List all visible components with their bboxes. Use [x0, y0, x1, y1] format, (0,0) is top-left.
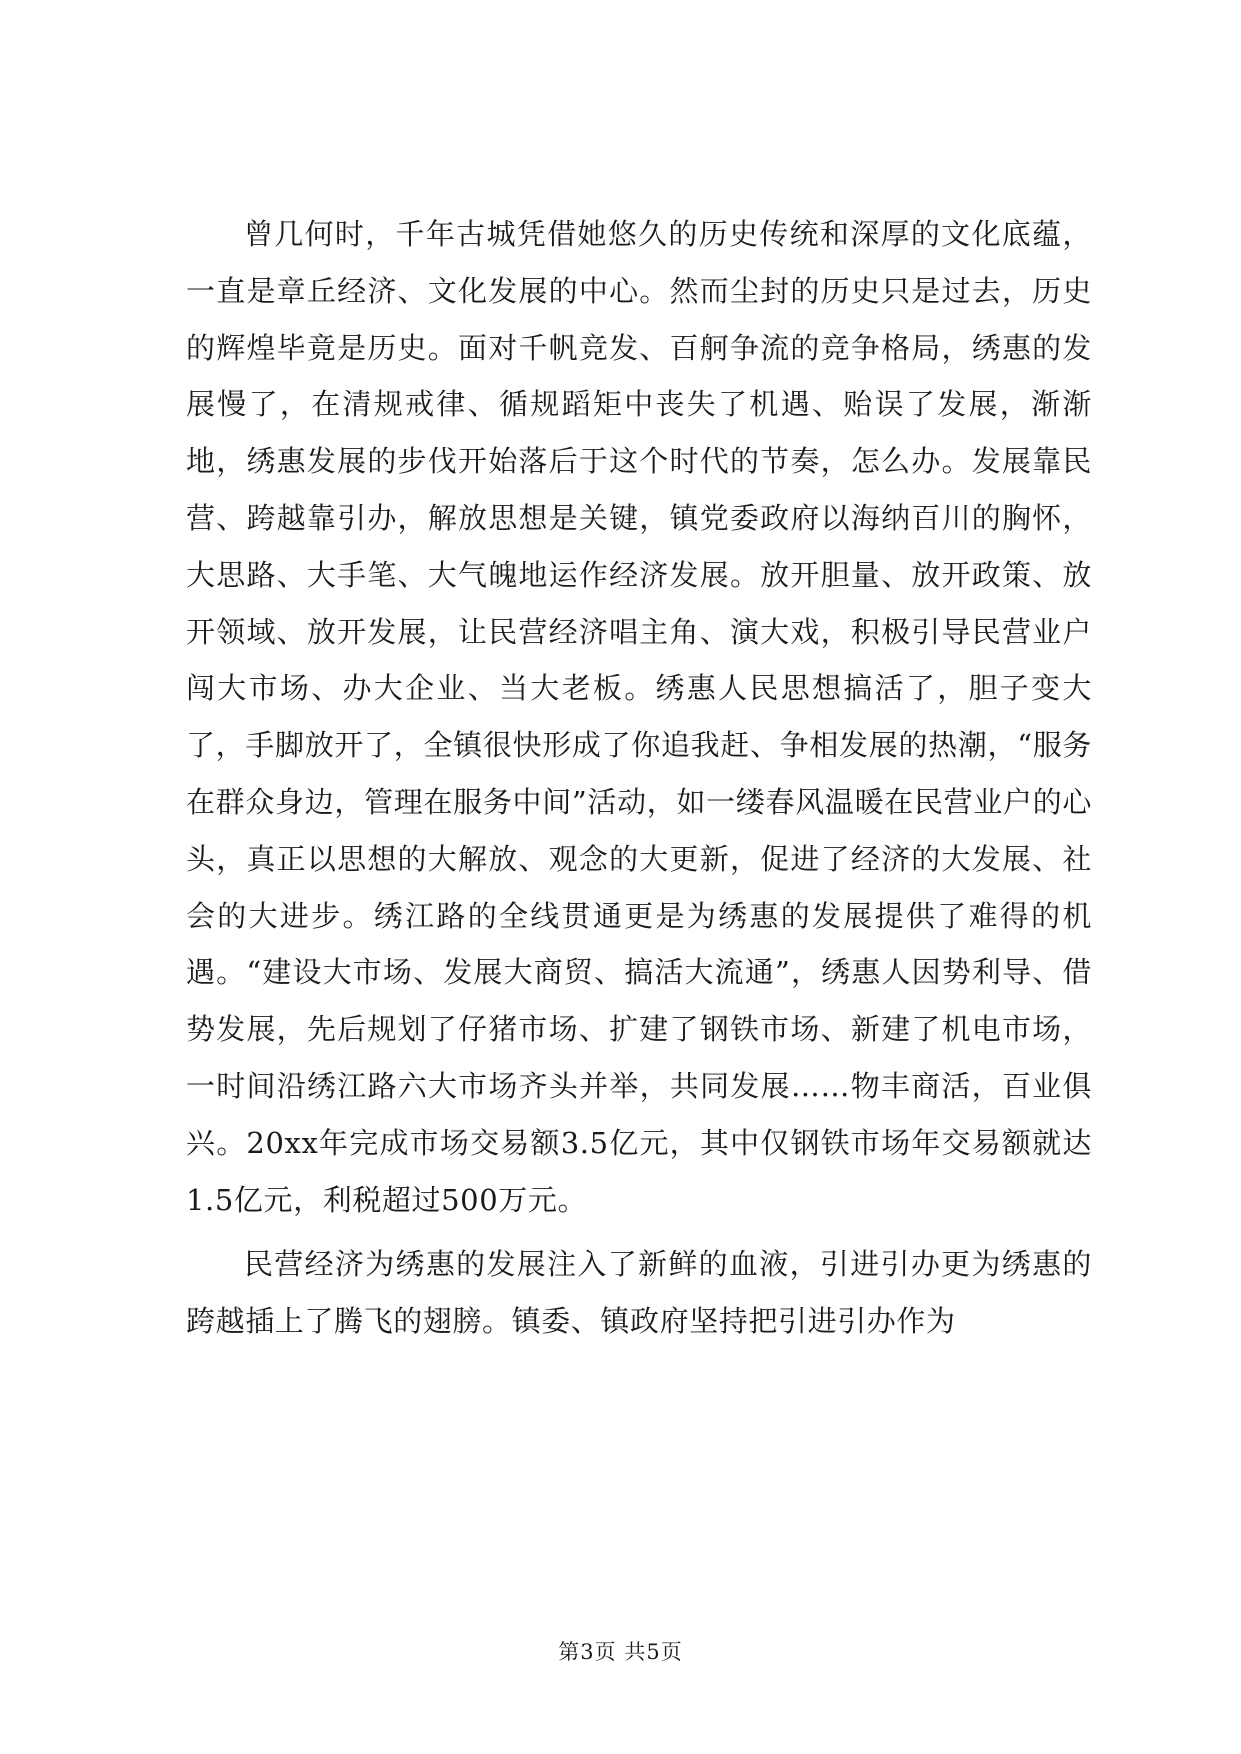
document-body — [186, 206, 1092, 1350]
page-footer: 第3页 共5页 — [558, 1640, 683, 1664]
paragraph-2: 民营经济为绣惠的发展注入了新鲜的血液，引进引办更为绣惠的跨越插上了腾飞的翅膀。镇委、镇政府坚持把引进引办作为 — [186, 1247, 1092, 1339]
paragraph-1: 曾几何时，千年古城凭借她悠久的历史传统和深厚的文化底蕴，一直是章丘经济、文化发展的中心。然而尘封的历史只是过去，历史的辉煌毕竟是历史。面对千帆竞发、百舸争流的竞争格局，绣惠的发展慢了，在清规戒律、循规蹈矩中丧失了机遇、贻误了发展，渐渐地，绣惠发展的步伐开始落后于这个时代的节奏，怎么办。发展靠民营、跨越靠引办，解放思想是关键，镇党委政府以海纳百川的胸怀，大思路、大手笔、大气魄地运作经济发展。放开胆量、放开政策、放开领域、放开发展，让民营经济唱主角、演大戏，积极引导民营业户闯大市场、办大企业、当大老板。绣惠人民思想搞活了，胆子变大了，手脚放开了，全镇很快形成了你追我赶、争相发展的热潮，“服务在群众身边，管理在服务中间”活动，如一缕春风温暖在民营业户的心头，真正以思想的大解放、观念的大更新，促进了经济的大发展、社会的大进步。绣江路的全线贯通更是为绣惠的发展提供了难得的机遇。“建设大市场、发展大商贸、搞活大流通”，绣惠人因势利导、借势发展，先后规划了仔猪市场、扩建了钢铁市场、新建了机电市场，一时间沿绣江路六大市场齐头并举，共同发展……物丰商活，百业俱兴。20xx年完成市场交易额3.5亿元，其中仅钢铁市场年交易额就达1.5亿元，利税超过500万元。 — [186, 217, 1092, 1217]
